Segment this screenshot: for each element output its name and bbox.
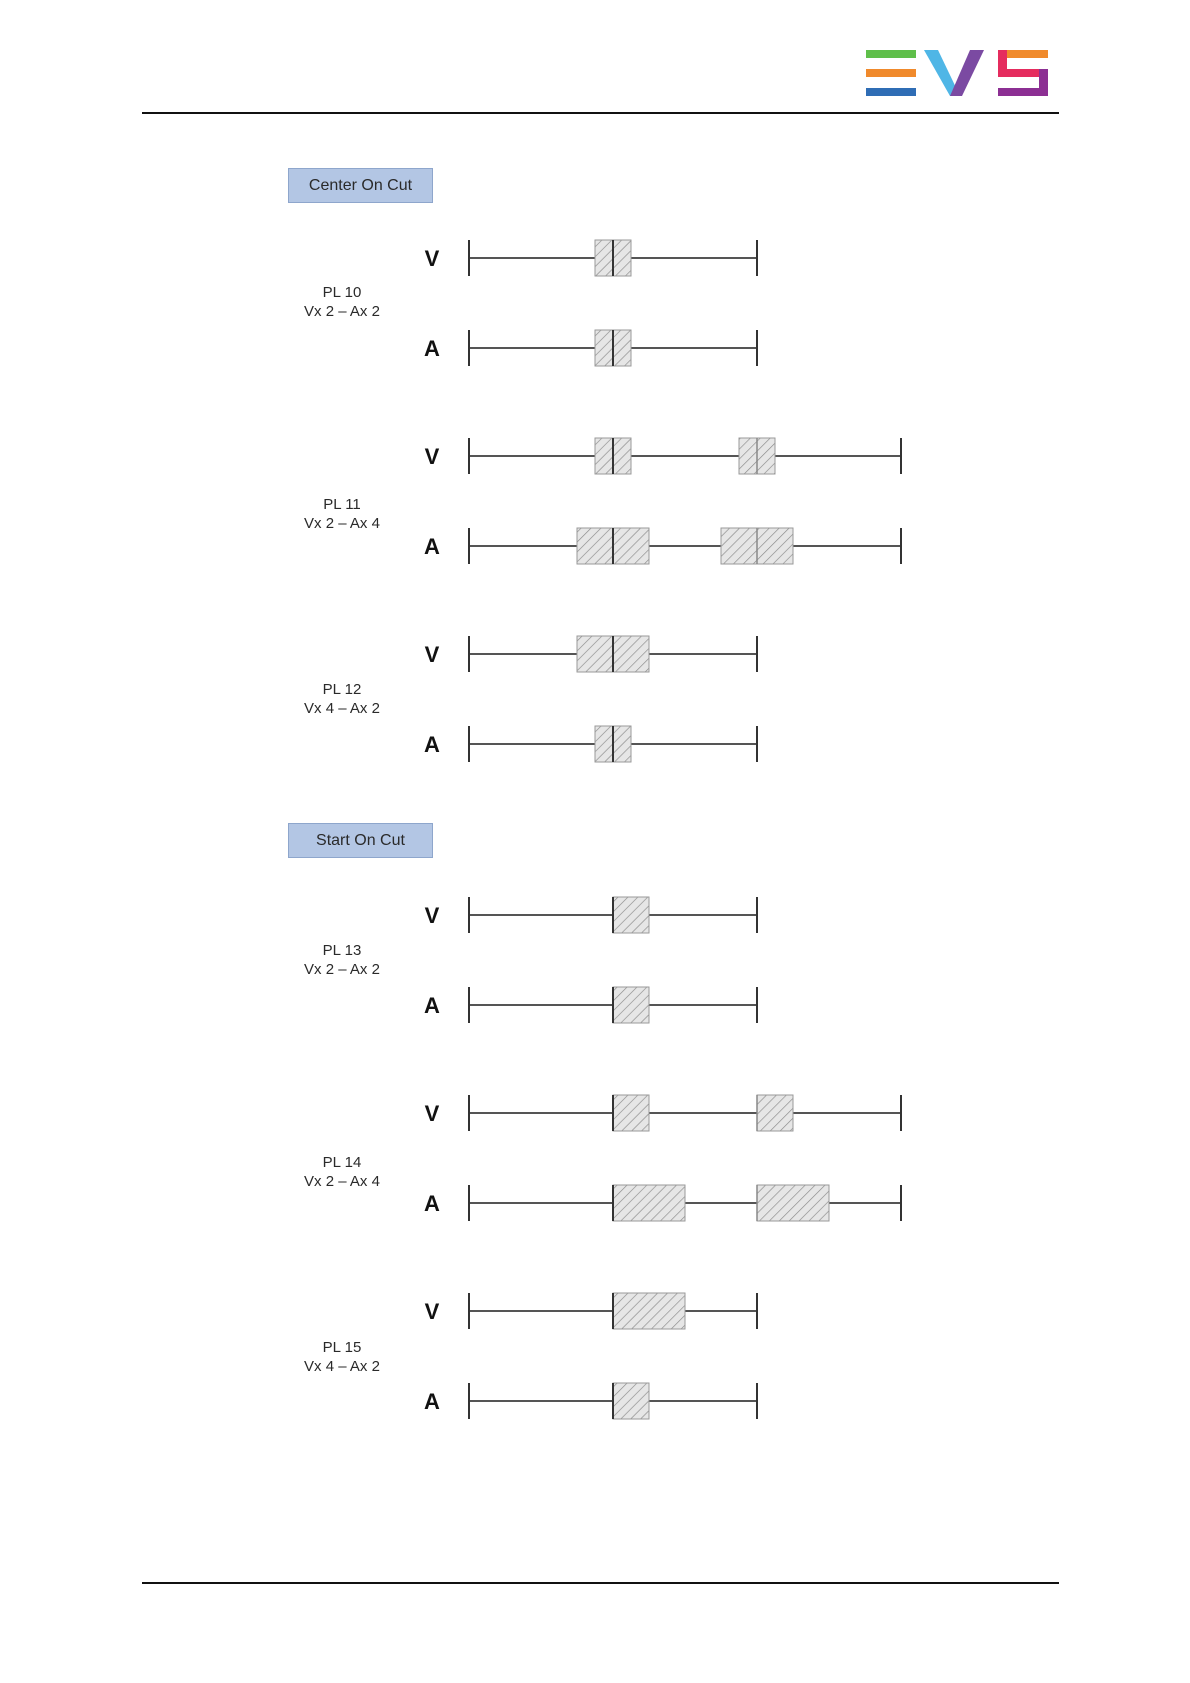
track-letter: A — [424, 534, 440, 559]
transition-block — [613, 1185, 685, 1221]
track-a — [424, 1383, 757, 1419]
track-letter: V — [424, 642, 440, 667]
transition-block — [613, 897, 649, 933]
track-a — [424, 1185, 901, 1221]
playlist-name: PL 12 — [322, 681, 362, 698]
track-letter: A — [424, 1389, 440, 1414]
playlist-config: Vx 2 – Ax 2 — [304, 961, 380, 978]
track-letter: V — [424, 1101, 440, 1126]
playlist-name: PL 15 — [322, 1339, 362, 1356]
track-letter: A — [424, 993, 440, 1018]
transition-block — [613, 1383, 649, 1419]
track-letter: A — [424, 336, 440, 361]
transition-block — [757, 1185, 829, 1221]
playlist-name: PL 10 — [322, 284, 362, 301]
track-a — [424, 726, 757, 762]
playlist-config: Vx 2 – Ax 4 — [304, 515, 380, 532]
playlist-config: Vx 4 – Ax 2 — [304, 700, 380, 717]
track-letter: A — [424, 732, 440, 757]
playlist-config: Vx 4 – Ax 2 — [304, 1358, 380, 1375]
track-a — [424, 528, 901, 564]
track-v — [425, 897, 757, 933]
track-v — [425, 636, 757, 672]
track-letter: A — [424, 1191, 440, 1216]
transition-block — [613, 987, 649, 1023]
track-v — [425, 1293, 757, 1329]
track-a — [424, 330, 757, 366]
track-letter: V — [424, 1299, 440, 1324]
playlist-name: PL 11 — [323, 496, 361, 513]
track-letter: V — [424, 903, 440, 928]
playlist-name: PL 14 — [322, 1154, 362, 1171]
track-letter: V — [424, 246, 440, 271]
track-a — [424, 987, 757, 1023]
section-label-start-on-cut: Start On Cut — [288, 823, 433, 858]
playlist-config: Vx 2 – Ax 4 — [304, 1173, 380, 1190]
playlist-name: PL 13 — [322, 942, 362, 959]
playlist-config: Vx 2 – Ax 2 — [304, 303, 380, 320]
track-v — [425, 1095, 901, 1131]
transition-block — [613, 1293, 685, 1329]
section-label-center-on-cut: Center On Cut — [288, 168, 433, 203]
transition-block — [757, 1095, 793, 1131]
transition-block — [613, 1095, 649, 1131]
track-letter: V — [424, 444, 440, 469]
track-v — [425, 240, 757, 276]
track-v — [425, 438, 901, 474]
